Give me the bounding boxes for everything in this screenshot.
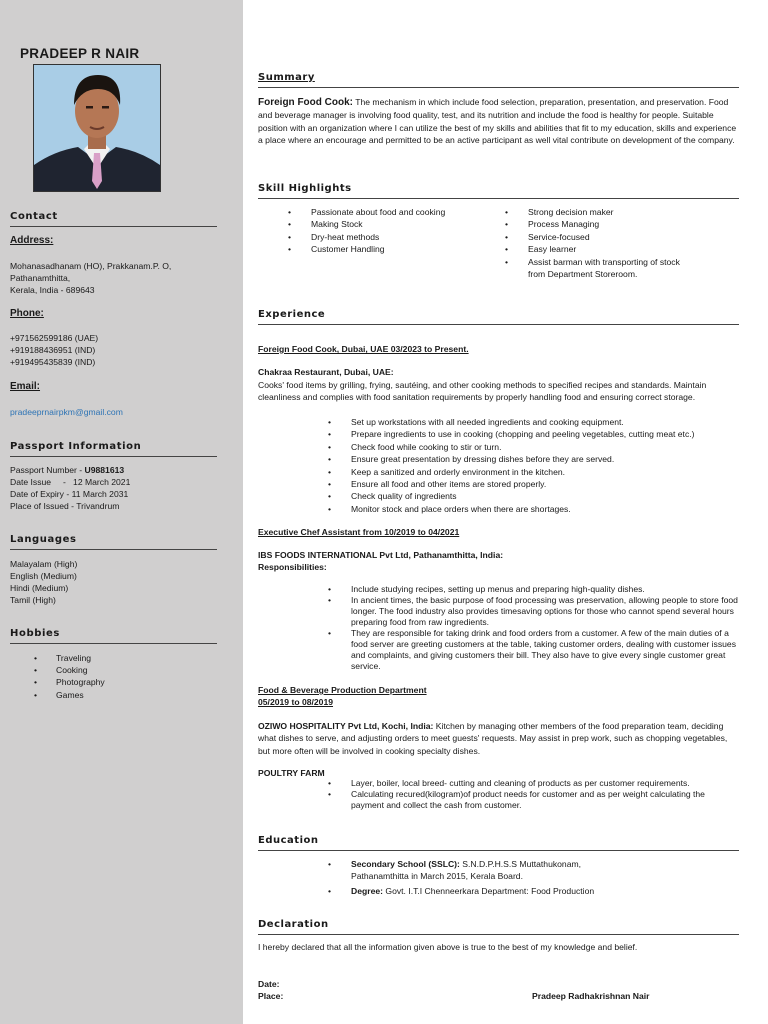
skills-divider xyxy=(258,198,739,199)
passport-number-label: Passport Number - xyxy=(10,465,85,475)
language-item: Hindi (Medium) xyxy=(10,583,69,593)
skill-item: • Dry-heat methods xyxy=(288,231,488,243)
phone-number: +919495435839 (IND) xyxy=(10,357,96,367)
education-item-text: S.N.D.P.H.S.S Muttathukonam, Pathanamthitta in March 2015, Kerala Board. xyxy=(351,859,582,882)
skill-item: • Easy learner xyxy=(505,243,685,255)
education-list xyxy=(328,858,608,897)
duty-item: • Monitor stock and place orders when there are shortages. xyxy=(328,503,738,515)
address-line: Kerala, India - 689643 xyxy=(10,285,95,295)
education-item-label: Secondary School (SSLC): xyxy=(351,859,460,869)
phone-block xyxy=(10,332,235,368)
duty-item: • Include studying recipes, setting up menus and preparing high-quality dishes. xyxy=(328,584,738,595)
hobbies-heading: Hobbies xyxy=(10,628,60,639)
job3-dates: 05/2019 to 08/2019 xyxy=(258,697,334,707)
hobbies-divider xyxy=(10,643,217,644)
job1-company: Chakraa Restaurant, Dubai, UAE: xyxy=(258,367,394,377)
job1-description: Cooks' food items by grilling, frying, sautéing, and other cooking methods to specified recipes and standards. Maintain cleanliness and complies with food sanitation requirements by properly handling food and ensuring correct storage. xyxy=(258,380,707,403)
skills-heading: Skill Highlights xyxy=(258,183,352,194)
duty-item: • Ensure all food and other items are stored properly. xyxy=(328,478,738,490)
passport-heading: Passport Information xyxy=(10,441,142,452)
experience-divider xyxy=(258,324,739,325)
education-item xyxy=(328,885,751,897)
declaration-text: I hereby declared that all the information given above is true to the best of my knowledge and belief. xyxy=(258,942,638,952)
duty-item: • Prepare ingredients to use in cooking (chopping and peeling vegetables, cutting meat etc.) xyxy=(328,428,738,440)
job1-duties xyxy=(328,416,738,515)
skill-item: • Service-focused xyxy=(505,231,685,243)
education-divider xyxy=(258,850,739,851)
job2-title: Executive Chef Assistant from 10/2019 to 04/2021 xyxy=(258,527,460,537)
passport-place: Place of Issued - Trivandrum xyxy=(10,501,120,511)
education-item-text: Govt. I.T.I Chenneerkara Department: Food Production xyxy=(383,885,595,896)
passport-expiry: Date of Expiry - 11 March 2031 xyxy=(10,489,129,499)
education-heading: Education xyxy=(258,835,319,846)
job4-title: POULTRY FARM xyxy=(258,768,325,778)
hobbies-list xyxy=(34,652,105,701)
address-line: Pathanamthitta, xyxy=(10,273,71,283)
email-link[interactable]: pradeeprnairpkm@gmail.com xyxy=(10,407,123,417)
skills-left-list xyxy=(288,206,488,256)
education-item-label: Degree: xyxy=(351,885,383,896)
contact-heading: Contact xyxy=(10,211,58,222)
duty-item: • Check quality of ingredients xyxy=(328,490,738,502)
address-label: Address: xyxy=(10,235,54,246)
duty-item: • Layer, boiler, local breed- cutting and cleaning of products as per customer requirements. xyxy=(328,778,738,789)
phone-number: +919188436951 (IND) xyxy=(10,345,96,355)
hobby-item: • Traveling xyxy=(34,652,105,664)
place-label: Place: xyxy=(258,991,284,1001)
summary-body: The mechanism in which include food selection, preparation, presentation, and preservation. Food and beverage manager is involving food quality, test, and its nutrition and include the food is healthy for people. Suitable position with an organization where I can utilize the best of my skills and abilities that fit to my education, skills and experience a place where an encourage and permitted to be an active participant as well vital contribute on development of the company. xyxy=(258,97,737,146)
skill-item: • Strong decision maker xyxy=(505,206,685,218)
job1-title: Foreign Food Cook, Dubai, UAE 03/2023 to Present. xyxy=(258,344,469,354)
hobby-item: • Games xyxy=(34,689,105,701)
passport-divider xyxy=(10,456,217,457)
language-item: Malayalam (High) xyxy=(10,559,78,569)
skill-item: • Making Stock xyxy=(288,218,488,230)
profile-photo-image xyxy=(34,65,160,191)
job3-title: Food & Beverage Production Department xyxy=(258,685,427,695)
address-line: Mohanasadhanam (HO), Prakkanam.P. O, xyxy=(10,261,172,271)
profile-photo xyxy=(33,64,161,192)
summary-lead: Foreign Food Cook: xyxy=(258,97,353,108)
summary-text xyxy=(258,96,738,147)
skill-item: • Assist barman with transporting of stock from Department Storeroom. xyxy=(505,256,685,281)
signature-name: Pradeep Radhakrishnan Nair xyxy=(532,991,650,1001)
languages-list xyxy=(10,558,235,606)
duty-item: • Calculating recured(kilogram)of product needs for customer and as per weight calculating the payment and collect the cash from customer. xyxy=(328,789,738,811)
experience-heading: Experience xyxy=(258,309,326,320)
duty-item: • Set up workstations with all needed ingredients and cooking equipment. xyxy=(328,416,738,428)
language-item: Tamil (High) xyxy=(10,595,56,605)
duty-item: • In ancient times, the basic purpose of food processing was preservation, allowing people to store food longer. The food industry also provides timesaving options for those who cannot spend several hours preparing food from raw ingredients. xyxy=(328,595,738,628)
duty-item: • They are responsible for taking drink and food orders from a customer. A few of the main duties of a food server are greeting customers at the table, taking customer orders, dealing with customer issues and complaints, and giving customers their bill. They also have to give every single customer great service. xyxy=(328,628,738,672)
declaration-divider xyxy=(258,934,739,935)
phone-label: Phone: xyxy=(10,308,44,319)
declaration-heading: Declaration xyxy=(258,919,329,930)
skill-item: • Passionate about food and cooking xyxy=(288,206,488,218)
passport-number-row xyxy=(10,464,235,476)
job2-company: IBS FOODS INTERNATIONAL Pvt Ltd, Pathanamthitta, India: xyxy=(258,550,504,560)
job3-body: Kitchen by managing other members of the food preparation team, deciding what dishes to serve, and adjusting orders to meet guests' requests. May assist in prep work, such as chopping vegetables, but more often will be involved in cooking specialty dishes. xyxy=(258,721,728,756)
education-item xyxy=(328,858,608,883)
languages-divider xyxy=(10,549,217,550)
job2-duties xyxy=(328,584,738,672)
passport-block xyxy=(10,464,235,512)
skill-item: • Process Managing xyxy=(505,218,685,230)
job2-responsibilities-label: Responsibilities: xyxy=(258,562,327,572)
address-block xyxy=(10,260,235,296)
skill-item: • Customer Handling xyxy=(288,243,488,255)
hobby-item: • Photography xyxy=(34,676,105,688)
summary-divider xyxy=(258,87,739,88)
summary-heading: Summary xyxy=(258,72,315,83)
passport-number: U9881613 xyxy=(84,465,125,475)
hobby-item: • Cooking xyxy=(34,664,105,676)
job3-company: OZIWO HOSPITALITY Pvt Ltd, Kochi, India: xyxy=(258,721,434,731)
skills-right-list xyxy=(505,206,685,280)
candidate-name: PRADEEP R NAIR xyxy=(20,46,140,61)
passport-issue: Date Issue - 12 March 2021 xyxy=(10,477,131,487)
job3-description xyxy=(258,720,738,757)
date-label: Date: xyxy=(258,979,280,989)
email-label: Email: xyxy=(10,381,41,392)
duty-item: • Ensure great presentation by dressing dishes before they are served. xyxy=(328,453,738,465)
languages-heading: Languages xyxy=(10,534,77,545)
duty-item: • Check food while cooking to stir or turn. xyxy=(328,441,738,453)
duty-item: • Keep a sanitized and orderly environment in the kitchen. xyxy=(328,466,738,478)
contact-divider xyxy=(10,226,217,227)
job4-duties xyxy=(328,778,738,811)
phone-number: +971562599186 (UAE) xyxy=(10,333,99,343)
language-item: English (Medium) xyxy=(10,571,77,581)
